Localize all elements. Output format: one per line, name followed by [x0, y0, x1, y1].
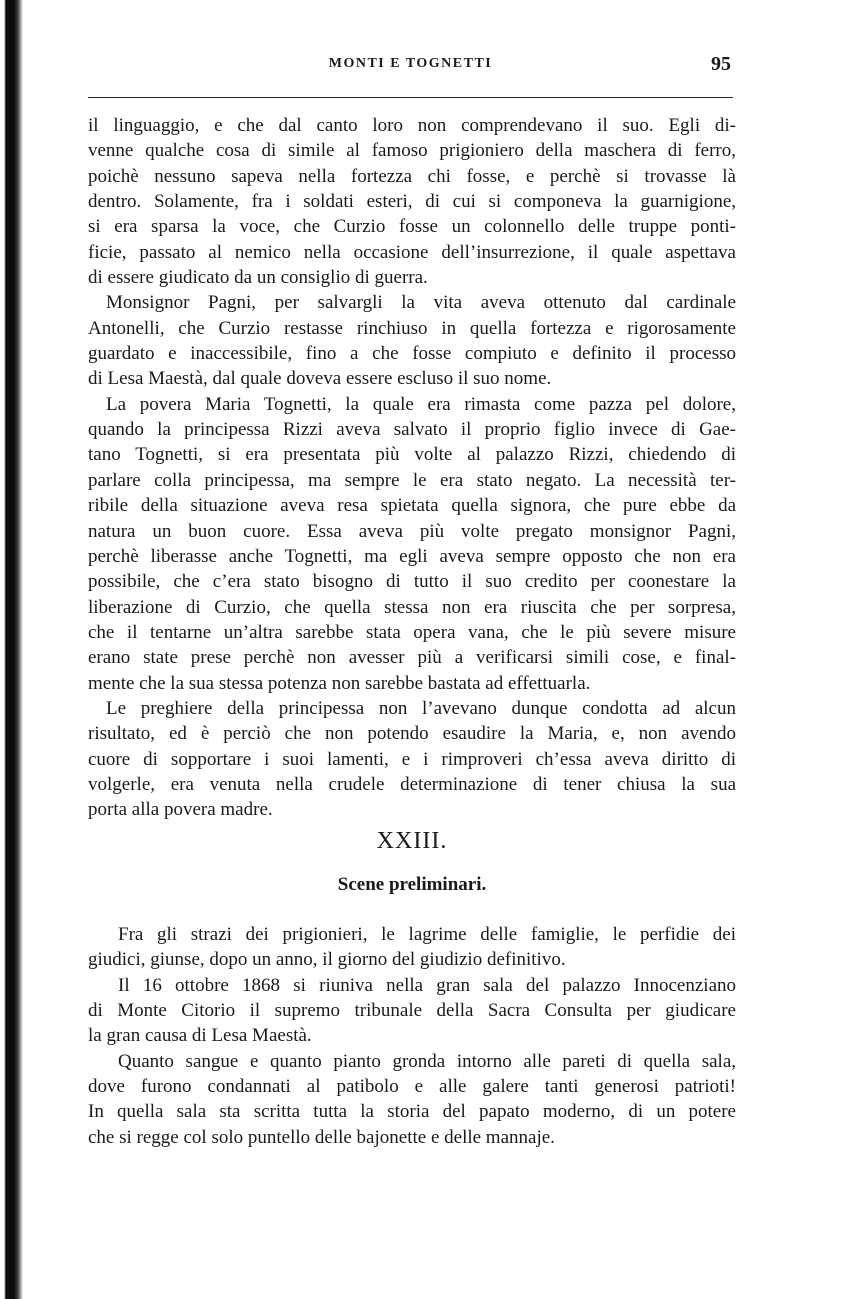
- text-line: mente che la sua stessa potenza non sarebbe bastata ad effettuarla.: [88, 672, 591, 694]
- text-line: guardato e inaccessibile, fino a che fosse compiuto e definito il processo: [88, 343, 736, 365]
- text-line: si era sparsa la voce, che Curzio fosse un colonnello delle truppe ponti-: [88, 216, 736, 238]
- text-line: il linguaggio, e che dal canto loro non comprendevano il suo. Egli di-: [88, 115, 736, 136]
- text-line: poichè nessuno sapeva nella fortezza chi fosse, e perchè si trovasse là: [88, 165, 736, 187]
- text-line: La povera Maria Tognetti, la quale era rimasta come pazza pel dolore,: [106, 393, 736, 415]
- text-line: che il tentarne un’altra sarebbe stata opera vana, che le più severe misure: [88, 621, 736, 643]
- text-line: Monsignor Pagni, per salvargli la vita aveva ottenuto dal cardinale: [106, 292, 736, 314]
- text-line: ficie, passato al nemico nella occasione dell’insurrezione, il quale aspettava: [88, 241, 736, 263]
- text-line: di essere giudicato da un consiglio di guerra.: [88, 267, 428, 289]
- book-spine-shadow: [0, 0, 24, 1299]
- text-line: di Lesa Maestà, dal quale doveva essere escluso il suo nome.: [88, 368, 552, 390]
- text-line: venne qualche cosa di simile al famoso prigioniero della maschera di ferro,: [88, 140, 736, 162]
- text-line: di Monte Citorio il supremo tribunale della Sacra Consulta per giudicare: [88, 1000, 736, 1022]
- text-line: In quella sala sta scritta tutta la storia del papato moderno, di un potere: [88, 1101, 736, 1123]
- text-line: ribile della situazione aveva resa spietata quella signora, che pure ebbe da: [88, 495, 736, 517]
- header-rule: [88, 97, 733, 98]
- text-line: perchè liberasse anche Tognetti, ma egli aveva sempre opposto che non era: [88, 545, 736, 567]
- text-line: Le preghiere della principessa non l’avevano dunque condotta ad alcun: [106, 697, 736, 719]
- text-line: Il 16 ottobre 1868 si riuniva nella gran sala del palazzo Innocenziano: [118, 974, 736, 996]
- chapter-title: Scene preliminari.: [337, 874, 487, 895]
- text-line: giudici, giunse, dopo un anno, il giorno del giudizio definitivo.: [88, 949, 566, 971]
- text-line: cuore di sopportare i suoi lamenti, e i rimproveri ch’essa aveva diritto di: [88, 748, 736, 770]
- text-line: erano state prese perchè non avesser più a verificarsi simili cose, e final-: [88, 647, 736, 669]
- text-line: dentro. Solamente, fra i soldati esteri, di cui si componeva la guarnigione,: [88, 191, 736, 213]
- text-line: liberazione di Curzio, che quella stessa non era riuscita che per sorpresa,: [88, 596, 736, 618]
- text-line: porta alla povera madre.: [88, 799, 273, 821]
- text-line: tano Tognetti, si era presentata più volte al palazzo Rizzi, chiedendo di: [88, 444, 736, 466]
- running-title: MONTI E TOGNETTI: [328, 56, 493, 71]
- text-line: Quanto sangue e quanto pianto gronda intorno alle pareti di quella sala,: [118, 1050, 736, 1072]
- text-line: quando la principessa Rizzi aveva salvato il proprio figlio invece di Gae-: [88, 419, 736, 441]
- text-line: che si regge col solo puntello delle bajonette e delle mannaje.: [88, 1126, 555, 1148]
- text-line: natura un buon cuore. Essa aveva più volte pregato monsignor Pagni,: [88, 520, 736, 542]
- text-line: risultato, ed è perciò che non potendo esaudire la Maria, e, non avendo: [88, 723, 736, 745]
- page-number: 95: [711, 53, 731, 75]
- text-line: la gran causa di Lesa Maestà.: [88, 1025, 312, 1047]
- page-header: [88, 53, 733, 82]
- text-line: dove furono condannati al patibolo e alle galere tanti generosi patrioti!: [88, 1076, 736, 1098]
- body-text: [88, 113, 736, 823]
- text-line: Antonelli, che Curzio restasse rinchiuso in quella fortezza e rigorosamente: [88, 317, 736, 339]
- chapter-number: XXIII.: [376, 828, 448, 854]
- text-line: parlare colla principessa, ma sempre le era stato negato. La necessità ter-: [88, 469, 736, 491]
- chapter-text: [88, 922, 736, 1150]
- text-line: Fra gli strazi dei prigionieri, le lagrime delle famiglie, le perfidie dei: [118, 924, 736, 945]
- text-line: volgerle, era venuta nella crudele determinazione di tener chiusa la sua: [88, 773, 736, 795]
- text-line: possibile, che c’era stato bisogno di tutto il suo credito per coonestare la: [88, 571, 736, 593]
